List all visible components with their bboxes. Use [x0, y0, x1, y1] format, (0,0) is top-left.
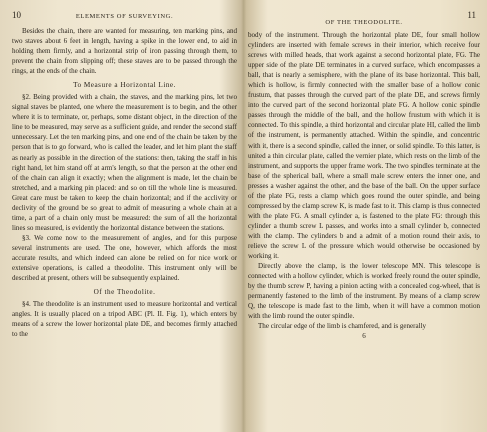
paragraph-lower-telescope: Directly above the clamp, is the lower telescope MN. This telescope is connected with a hollow cylinder, which is worked freely round the outer spindle, by the thumb screw P, having a pinion acting with a concealed cog-wheel, that is permanently fastened to the limb of the instrument. By means of a clamp screw Q, the telescope is made fast to the limb, when it will have a common motion with the limb round the outer spindle. [248, 262, 480, 321]
paragraph-besides-chain: Besides the chain, there are wanted for measuring, ten marking pins, and two staves about 6 feet in length, having a spike in the lower end, to aid in holding them firmly, and a horizontal strip of iron passing through them, to prevent the chain from slipping off; these staves are to be passed through the rings, at the ends of the chain. [12, 27, 237, 76]
right-page-body [248, 30, 480, 340]
paragraph-limb-chamfered: The circular edge of the limb is chamfered, and is generally [258, 322, 427, 331]
paragraph-84: §4. The theodolite is an instrument used to measure horizontal and vertical angles. It is usually placed on a tripod ABC (Pl. II. Fig. 1), which enters by means of a screw the lower horizontal plate DE, and becomes firmly attached to the [12, 300, 237, 339]
page-number-right: 11 [467, 10, 476, 20]
signature-mark: 6 [362, 332, 366, 341]
paragraph-theodolite-body: body of the instrument. Through the horizontal plate DE, four small hollow cylinders are inserted with female screws in their interior, which receive four screws with milled heads, that work against a second horizontal plate, FG. The upper side of the plate DE terminates in a curved surface, which encompasses a ball, that is nearly a semisphere, with the plane of its base horizontal. This ball, which is hollow, is firmly connected with the smaller base of a hollow conic frustum, that passes through the curved part of the plate DE, and screws firmly into the curved part of the second horizontal plate FG. A hollow conic spindle passes through the middle of the ball, and the hollow frustum with which it is connected. To this spindle, a third horizontal and circular plate HI, called the limb of the instrument, is permanently attached. Within the spindle, and concentric with it, there is a second spindle, called the inner, or solid spindle. To this latter, is united a thin circular plate, called the vernier plate, which rests on the limb of the instrument, and supports the upper frame work. The two spindles terminate at the base of the spherical ball, where a small male screw enters the inner one, and presses a washer against the other, and the base of the ball. On the upper surface of the plate FG, rests a clamp which goes round the outer spindle, and being compressed by the clamp screw K, is made fast to it. This clamp is thus connected with the plate FG. A small cylinder a, is fastened to the plate FG: through this cylinder a thumb screw L passes, and works into a small cylinder b, connected with the clamp. The cylinders b and a admit of a motion round their axis, to relieve the screw L of the pressure which would otherwise be occasioned by working it. [248, 31, 480, 261]
right-page [248, 10, 480, 428]
left-page-header [12, 10, 237, 26]
paragraph-82: §2. Being provided with a chain, the staves, and the marking pins, let two signal staves be planted, one where the measurement is to begin, and the other where it is to terminate, or, perhaps, some distant object, in the direction of the line to be measured, may serve as a sufficient guide, and render the second staff unnecessary. Let the ten marking pins, and one end of the chain be taken by the person that is to go forward, who is called the leader, and let him plant the staff as nearly as possible in the direction of the stations: then, taking the staff in his right hand, let him stand off at arm's length, so that the person at the other end of the chain can align it exactly; when the alignment is made, let the chain be stretched, and a marking pin placed: and so on till the whole line is measured. Great care must be taken to keep the chain horizontal; and if the acclivity or declivity of the ground be so great to admit of measuring a whole chain at a time, a part of a chain only must be measured: the sum of all the horizontal lines so measured, is evidently the horizontal distance between the stations. [12, 93, 237, 232]
left-page-body [12, 26, 237, 339]
left-page [12, 10, 237, 428]
section-heading-theodolite: Of the Theodolite. [93, 288, 156, 297]
right-page-header [248, 10, 480, 26]
running-head-right: OF THE THEODOLITE. [325, 19, 403, 26]
paragraph-83: §3. We come now to the measurement of angles, and for this purpose several instruments are used. The one, however, which affords the most accurate results, and which indeed can alone be relied on for nice work or extensive operations, is called a theodolite. This instrument only will be described at present, others will be subsequently explained. [12, 233, 237, 283]
page-number-left: 10 [12, 10, 21, 20]
running-head-left: ELEMENTS OF SURVEYING. [75, 13, 174, 20]
section-heading-horizontal-line: To Measure a Horizontal Line. [73, 81, 176, 90]
